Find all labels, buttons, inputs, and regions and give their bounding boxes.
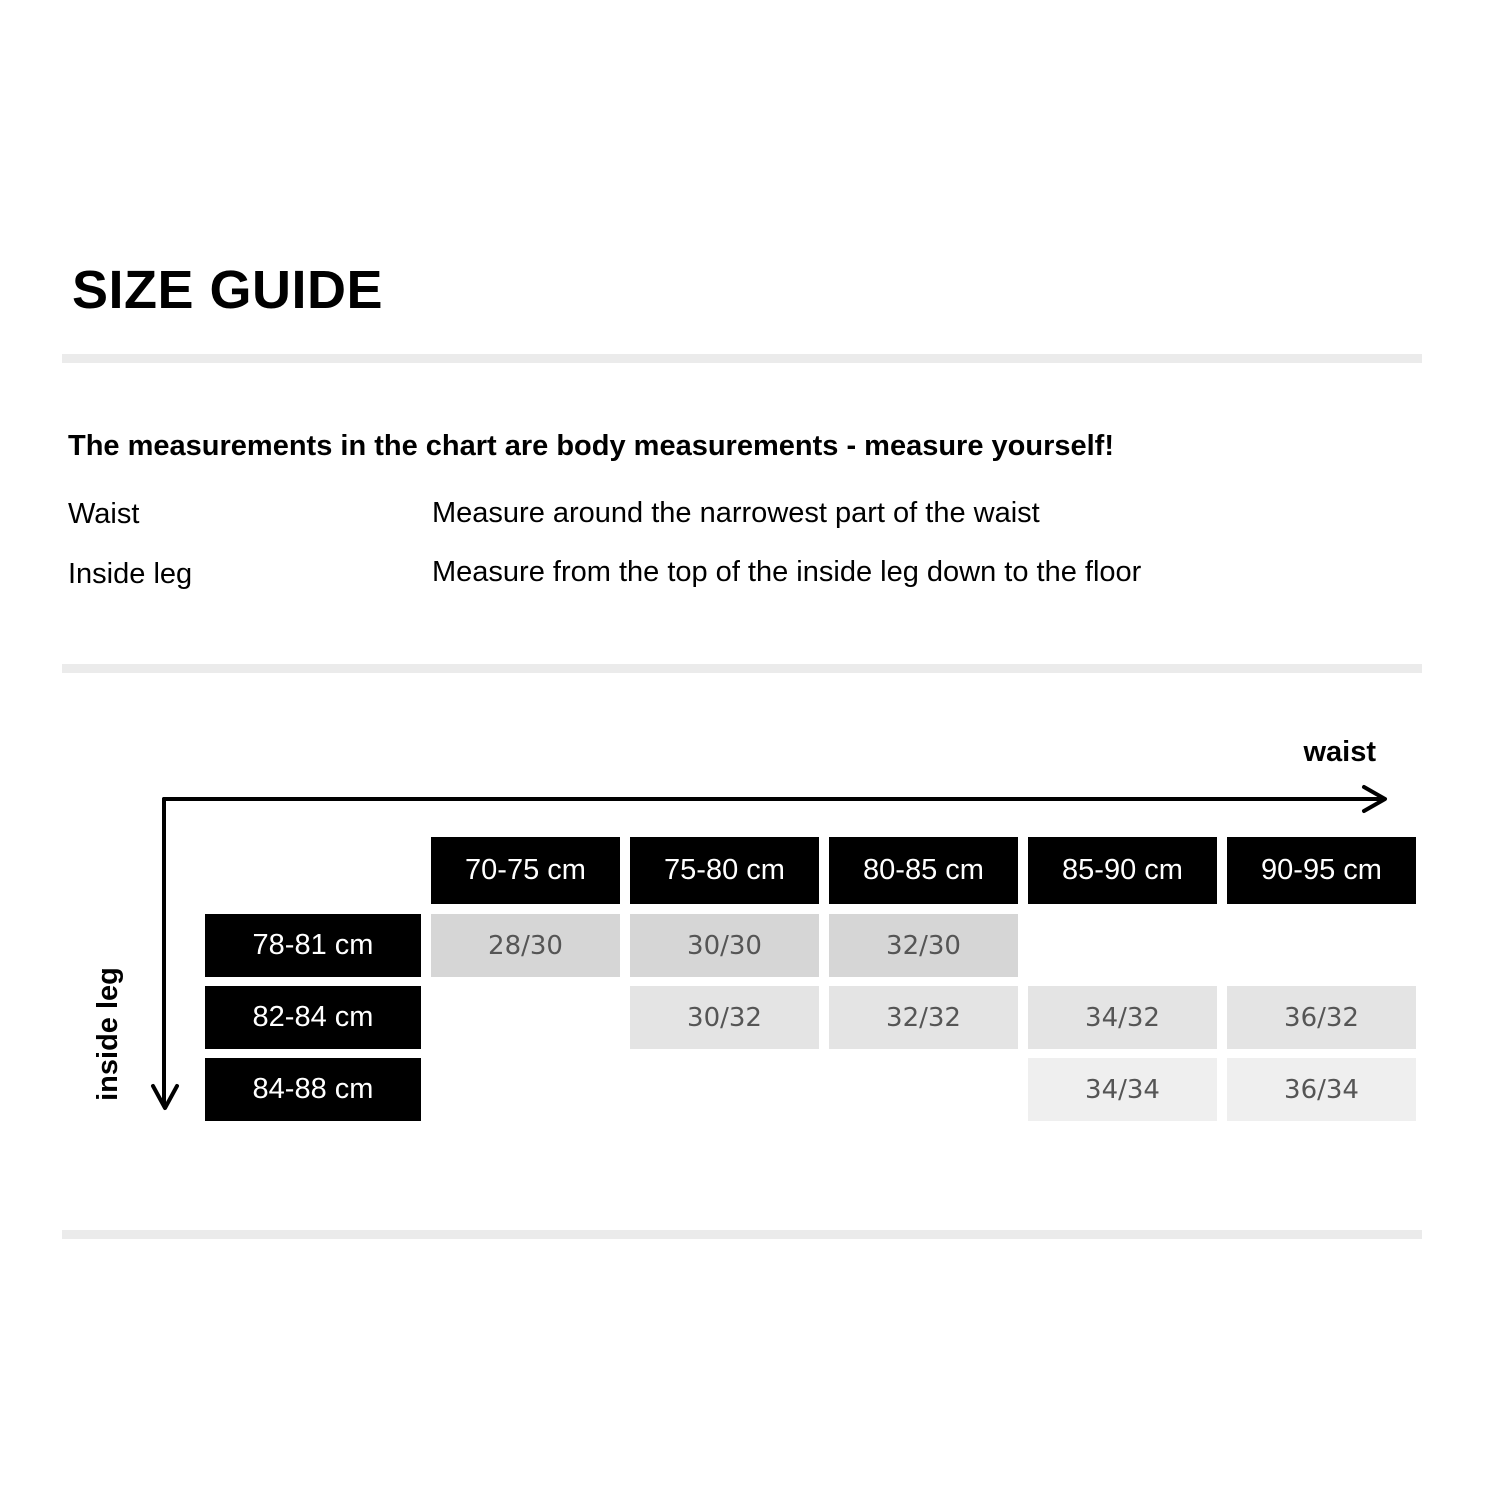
measurement-desc-waist: Measure around the narrowest part of the waist (432, 497, 1040, 529)
size-cell: 32/30 (829, 914, 1018, 977)
divider (62, 1230, 1422, 1239)
size-cell: 28/30 (431, 914, 620, 977)
waist-column-header: 85-90 cm (1028, 837, 1217, 904)
page-title: SIZE GUIDE (72, 260, 384, 320)
waist-column-header: 80-85 cm (829, 837, 1018, 904)
inside-leg-axis-label: inside leg (92, 967, 124, 1101)
size-cell: 30/32 (630, 986, 819, 1049)
waist-column-header: 70-75 cm (431, 837, 620, 904)
size-cell: 36/32 (1227, 986, 1416, 1049)
measurement-term-waist: Waist (68, 498, 140, 530)
size-cell: 34/32 (1028, 986, 1217, 1049)
size-cell: 32/32 (829, 986, 1018, 1049)
inside-leg-row-header: 84-88 cm (205, 1058, 421, 1121)
size-cell: 30/30 (630, 914, 819, 977)
waist-column-header: 90-95 cm (1227, 837, 1416, 904)
waist-column-header: 75-80 cm (630, 837, 819, 904)
inside-leg-row-header: 82-84 cm (205, 986, 421, 1049)
measurement-note: The measurements in the chart are body measurements - measure yourself! (68, 430, 1114, 462)
size-cell: 34/34 (1028, 1058, 1217, 1121)
inside-leg-row-header: 78-81 cm (205, 914, 421, 977)
measurement-term-inside-leg: Inside leg (68, 558, 193, 590)
size-cell: 36/34 (1227, 1058, 1416, 1121)
measurement-desc-inside-leg: Measure from the top of the inside leg down to the floor (432, 556, 1142, 588)
waist-axis-label: waist (1303, 736, 1376, 768)
